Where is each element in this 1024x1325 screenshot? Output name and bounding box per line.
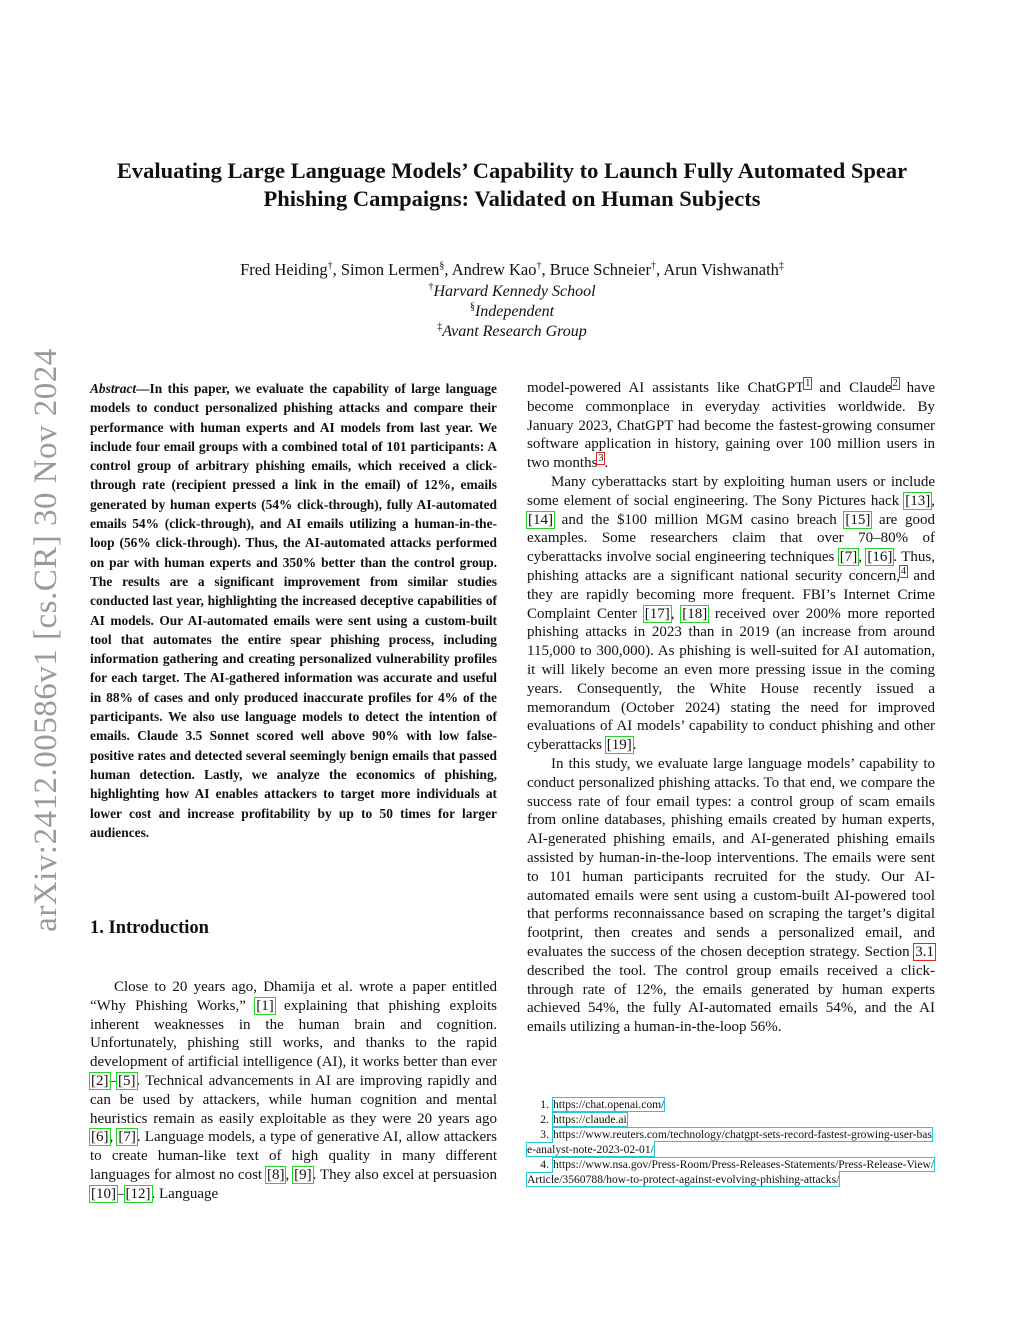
citation-link[interactable]: [15] [845,511,871,528]
footnote-item [527,1112,937,1127]
text-run: , [858,549,867,566]
title-line-2: Phishing Campaigns: Validated on Human Subjects [263,186,761,211]
intro-paragraph [90,978,497,1204]
title-line-1: Evaluating Large Language Models’ Capability to Launch Fully Automated Spear [116,158,908,183]
affiliation-mark: § [439,260,445,272]
footnote-link[interactable]: 4 [901,565,906,577]
text-run: are good examples. Some researchers claim that over 70–80% of cyberattacks involve social engineering techniques [527,511,935,566]
footnote-number: 4. [540,1158,549,1171]
author-name: Arun Vishwanath [663,260,779,279]
text-run: . Thus, phishing attacks are a significant national security concern, [527,549,935,584]
text-run: and the $100 million MGM casino breach [554,511,845,528]
arxiv-identifier: arXiv:2412.00586v1 [cs.CR] 30 Nov 2024 [28,348,64,932]
citation-link[interactable]: [18] [682,605,708,622]
text-run: and Claude [811,380,892,396]
footnote-url[interactable]: https://www.reuters.com/technology/chatgpt-sets-record-fastest-growing-user-base-analyst-note-2023-02-01/ [527,1128,932,1156]
footnote-number: 1. [540,1098,549,1111]
text-run: , [285,1166,294,1183]
citation-link[interactable]: [2] [91,1072,109,1089]
paper-title [80,157,944,213]
citation-link[interactable]: [10] [91,1185,116,1202]
text-run: received over 200% more reported phishing attacks in 2023 than in 2019 (an increase from around 115,000 to 300,000). As phishing is well-suited for AI automation, it will likely become an even more pressing issue in the coming years. Consequently, the White House recently issued a memorandum (October 2024) stating the need for improved evaluations of AI models’ capability to conduct phishing and other cyberattacks [527,605,935,754]
text-run: , [109,1129,118,1146]
author-name: Andrew Kao [451,260,537,279]
text-run: Close to 20 years ago, Dhamija et al. wrote a paper entitled “Why Phishing Works,” [90,979,497,1014]
citation-link[interactable]: [9] [294,1166,312,1183]
footnotes [527,1097,937,1187]
footnote-url[interactable]: https://chat.openai.com/ [553,1098,665,1111]
footnote-url[interactable]: https://claude.ai [553,1113,627,1126]
text-run: and they are rapidly becoming more frequent. FBI’s Internet Crime Complaint Center [527,567,935,622]
affiliation-name: Independent [474,303,555,320]
affiliation-mark: ‡ [778,260,784,272]
footnote-number: 2. [540,1113,549,1126]
author-name: Fred Heiding [240,260,328,279]
text-run: . [632,737,637,754]
affiliation-mark: † [327,260,333,272]
introduction-text [90,978,497,1204]
citation-link[interactable]: [6] [91,1129,109,1146]
body-paragraph [527,755,935,1037]
text-run: , [670,605,682,622]
abstract [90,379,497,842]
citation-link[interactable]: [1] [256,997,274,1014]
left-column [90,379,497,842]
footnote-item [527,1157,937,1187]
text-run: have become commonplace in everyday activities worldwide. By January 2023, ChatGPT had become the fastest-growing consumer software application in history, gaining over 100 million users in two months [527,380,935,472]
footnote-link[interactable]: 1 [805,378,811,389]
body-paragraph [527,379,935,473]
citation-link[interactable]: [19] [606,737,632,754]
citation-link[interactable]: [14] [528,511,553,528]
text-run: In this study, we evaluate large language models’ capability to conduct personalized phishing attacks. To that end, we compare the success rate of four email types: a control group of scam emails from online databases, phishing emails created by human experts, AI-generated phishing emails, and AI-generated phishing emails assisted by human-in-the-loop interventions. The emails were sent to 101 human participants recruited for the study. Our AI-automated emails were sent using a custom-built AI-powered tool that performs reconnaissance based on scraping the target’s digital footprint, then creates and sends a personalized email, and evaluates the success of the chosen deception strategy. Section [527,755,935,960]
author-name: Bruce Schneier [549,260,651,279]
citation-link[interactable]: [7] [839,549,858,566]
affiliation-name: Avant Research Group [442,323,587,340]
author-list: Fred Heiding†, Simon Lermen§, Andrew Kao†, Bruce Schneier†, Arun Vishwanath‡ [240,260,784,279]
text-run: . Language models, a type of generative AI, allow attackers to create human-like text of high quality in many different languages for almost no cost [90,1129,498,1183]
footnote-link[interactable]: 2 [892,378,898,389]
citation-link[interactable]: [12] [125,1185,151,1202]
footnote-url[interactable]: https://www.nsa.gov/Press-Room/Press-Releases-Statements/Press-Release-View/Article/3560788/how-to-protect-against-evolving-phishing-attacks/ [527,1158,935,1186]
text-run: explaining that phishing exploits inherent weaknesses in the human brain and cognition. Unfortunately, phishing still works, and thanks to the rapid development of artificial intelligence (AI), it works better than ever [90,997,498,1071]
text-run: . [604,455,609,472]
affiliation-mark: § [469,301,475,313]
footnote-link[interactable]: 3 [598,453,604,465]
text-run: – [109,1072,117,1089]
body-paragraph [527,473,935,755]
footnote-item [527,1097,937,1112]
right-column [527,379,935,1037]
affiliation-avant [120,322,904,342]
text-run: . Technical advancements in AI are improving rapidly and can be used by attackers, while human cognition and mental heuristics remain as easily exploitable as they were 20 years ago [90,1072,497,1127]
text-run: . Language [151,1185,219,1202]
section-link[interactable]: 3.1 [915,943,934,960]
section-heading: 1. Introduction [90,918,209,938]
text-run: model-powered AI assistants like ChatGPT [527,380,805,396]
affiliation-harvard [120,282,904,302]
citation-link[interactable]: [17] [644,605,670,622]
affiliation-mark: † [536,260,542,272]
affiliation-independent [120,302,904,322]
author-name: Simon Lermen [340,260,440,279]
affiliation-name: Harvard Kennedy School [433,283,596,300]
affiliation-mark: † [651,260,656,272]
citation-link[interactable]: [13] [905,492,931,509]
citation-link[interactable]: [8] [266,1166,285,1183]
affiliation-mark: † [428,281,434,293]
footnote-number: 3. [540,1128,549,1141]
footnote-item [527,1127,937,1157]
citation-link[interactable]: [5] [118,1072,136,1089]
citation-link[interactable]: [16] [867,549,893,566]
text-run: . They also excel at persuasion [312,1166,497,1183]
abstract-label: Abstract [90,381,137,396]
text-run: Many cyberattacks start by exploiting human users or include some element of social engineering. The Sony Pictures hack [527,473,935,509]
citation-link[interactable]: [7] [118,1129,136,1146]
text-run: – [117,1185,125,1202]
abstract-text: —In this paper, we evaluate the capability of large language models to conduct personalized phishing attacks and compare their performance with human experts and AI models from last year. We include four email groups with a combined total of 101 participants: A control group of arbitrary phishing emails, which received a click-through rate (recipient pressed a link in the email) of 12%, emails generated by human experts (54% click-through), fully AI-automated emails 54% (click-through), and AI emails utilizing a human-in-the-loop (56% click-through). Thus, the AI-automated attacks performed on par with human experts and 350% better than the control group. The results are a significant improvement from similar studies conducted last year, highlighting the increased deceptive capabilities of AI models. Our AI-automated emails were sent using a custom-built tool that automates the entire spear phishing process, including information gathering and creating personalized vulnerability profiles for each target. The AI-gathered information was accurate and useful in 88% of cases and only produced inaccurate profiles for 4% of the participants. We also use language models to detect the intention of emails. Claude 3.5 Sonnet scored well above 90% with low false-positive rates and detected several seemingly benign emails that passed human detection. Lastly, we analyze the economics of phishing, highlighting how AI enables attackers to target more individuals at lower cost and increase profitability by up to 50 times for larger audiences. [90,381,497,840]
text-run: , [931,492,935,509]
text-run: described the tool. The control group emails received a click-through rate of 12%, the emails generated by human experts achieved 54%, the fully AI-automated emails 54%, and the AI emails utilizing a human-in-the-loop 56%. [527,962,935,1036]
affiliation-mark: ‡ [437,321,443,333]
